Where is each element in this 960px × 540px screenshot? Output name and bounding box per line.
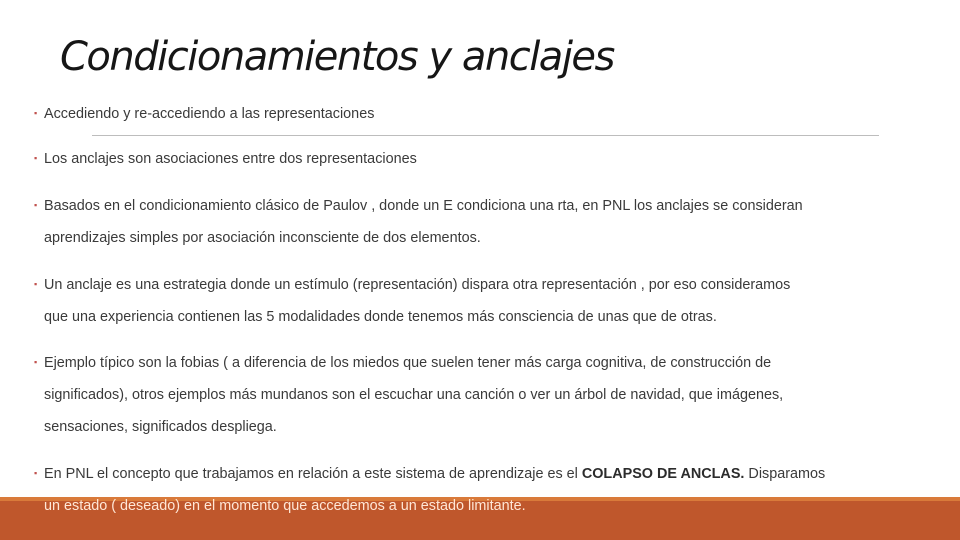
bullet-text-line: que una experiencia contienen las 5 modalidades donde tenemos más consciencia de unas que de otras. xyxy=(44,309,717,325)
bullet-item xyxy=(34,457,908,522)
bullet-marker-icon: ▪ xyxy=(34,200,38,210)
bullet-marker-icon: ▪ xyxy=(34,153,38,163)
bullet-item xyxy=(34,268,908,333)
bullet-marker-icon: ▪ xyxy=(34,279,38,289)
bullet-text-line: un estado ( deseado) en el momento que accedemos a un estado limitante. xyxy=(44,498,526,514)
slide-title: Condicionamientos y anclajes xyxy=(60,34,614,80)
bullet-marker-icon: ▪ xyxy=(34,468,38,478)
bullet-item xyxy=(34,346,908,443)
bullet-text-line: En PNL el concepto que trabajamos en relación a este sistema de aprendizaje es el xyxy=(44,466,582,482)
bullet-item xyxy=(34,97,908,130)
bullet-emphasis: COLAPSO DE ANCLAS. xyxy=(581,466,745,482)
divider xyxy=(92,135,879,136)
bullet-marker-icon: ▪ xyxy=(34,108,38,118)
bullet-text: Los anclajes son asociaciones entre dos representaciones xyxy=(44,151,417,167)
bullet-text-line: Basados en el condicionamiento clásico de Paulov , donde un E condiciona una rta, en PNL los anclajes se consideran xyxy=(44,198,803,214)
bullet-item xyxy=(34,189,908,254)
bullet-text-line: significados), otros ejemplos más mundanos son el escuchar una canción o ver un árbol de navidad, que imágenes, xyxy=(44,387,784,403)
bullet-marker-icon: ▪ xyxy=(34,357,38,367)
bullet-text-line: Disparamos xyxy=(744,466,826,482)
bullet-text: Accediendo y re-accediendo a las representaciones xyxy=(44,106,375,122)
bullet-text-line: sensaciones, significados despliega. xyxy=(44,419,277,435)
bullet-text-line: aprendizajes simples por asociación inconsciente de dos elementos. xyxy=(44,230,481,246)
bullet-text-line: Ejemplo típico son la fobias ( a diferencia de los miedos que suelen tener más carga cognitiva, de construcción de xyxy=(44,355,772,371)
bullet-item xyxy=(34,142,908,175)
bullet-text-line: Un anclaje es una estrategia donde un estímulo (representación) dispara otra representación , por eso consideramos xyxy=(44,277,791,293)
